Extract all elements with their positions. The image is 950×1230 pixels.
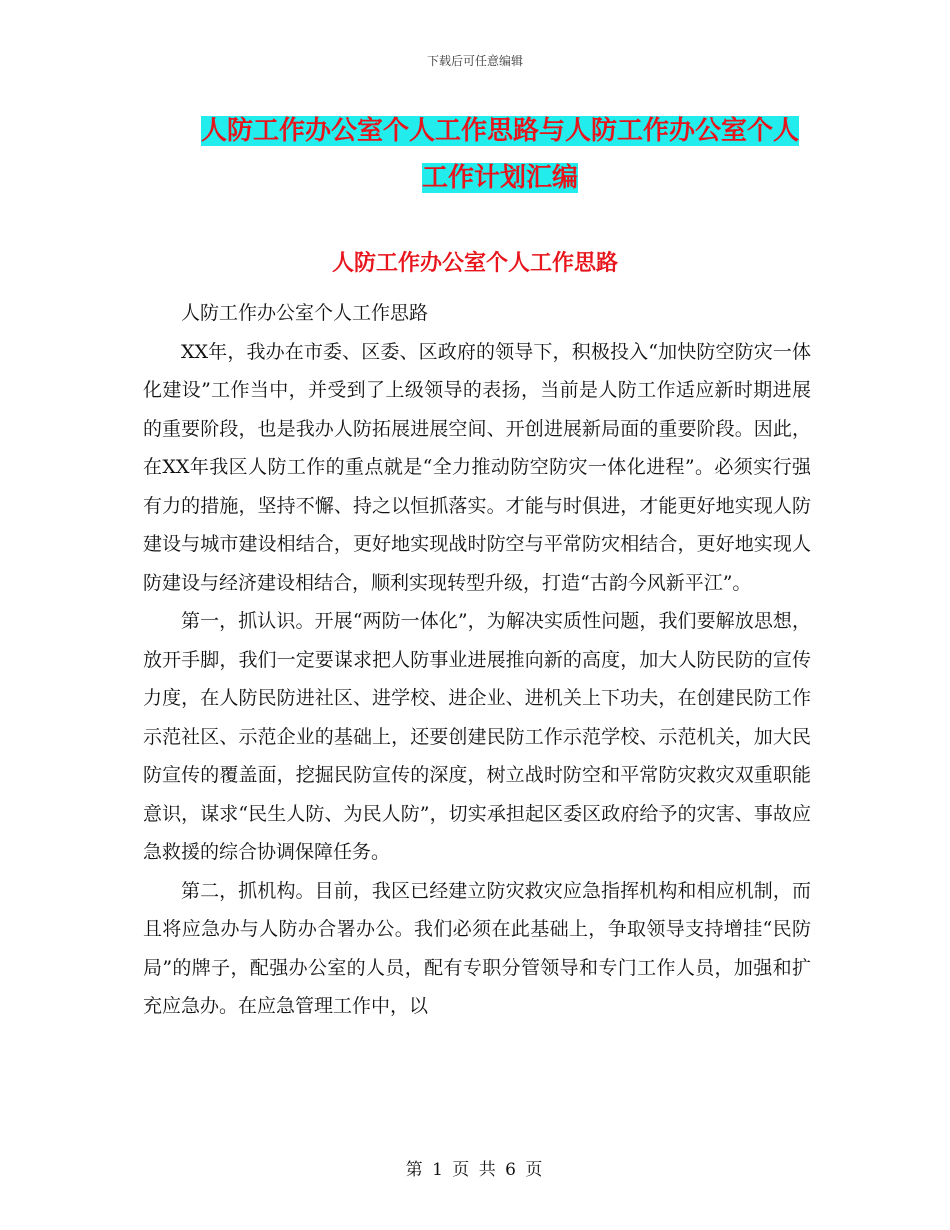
document-title xyxy=(190,108,810,202)
document-title-line-1: 人防工作办公室个人工作思路与人防工作办公室个人 xyxy=(200,116,799,146)
document-body xyxy=(143,294,811,1026)
paragraph: 第二，抓机构。目前，我区已经建立防灾救灾应急指挥机构和相应机制，而且将应急办与人防办合署办公。我们必须在此基础上，争取领导支持增挂“民防局”的牌子，配强办公室的人员，配有专职分管领导和专门工作人员，加强和扩充应急办。在应急管理工作中，以 xyxy=(143,879,811,1017)
paragraph: XX年，我办在市委、区委、区政府的领导下，积极投入“加快防空防灾一体化建设”工作当中，并受到了上级领导的表扬，当前是人防工作适应新时期进展的重要阶段，也是我办人防拓展进展空间、开创进展新局面的重要阶段。因此，在XX年我区人防工作的重点就是“全力推动防空防灾一体化进程”。必须实行强有力的措施，坚持不懈、持之以恒抓落实。才能与时俱进，才能更好地实现人防建设与城市建设相结合，更好地实现战时防空与平常防灾相结合，更好地实现人防建设与经济建设相结合，顺利实现转型升级，打造“古韵今风新平江”。 xyxy=(143,340,811,594)
document-title-line-2: 工作计划汇编 xyxy=(421,163,578,193)
section-heading: 人防工作办公室个人工作思路 xyxy=(331,250,618,276)
paragraph: 第一，抓认识。开展“两防一体化”，为解决实质性问题，我们要解放思想，放开手脚，我们一定要谋求把人防事业进展推向新的高度，加大人防民防的宣传力度，在人防民防进社区、进学校、进企业、进机关上下功夫，在创建民防工作示范社区、示范企业的基础上，还要创建民防工作示范学校、示范机关，加大民防宣传的覆盖面，挖掘民防宣传的深度，树立战时防空和平常防灾救灾双重职能意识，谋求“民生人防、为民人防”，切实承担起区委区政府给予的灾害、事故应急救援的综合协调保障任务。 xyxy=(143,610,811,863)
page-header-note: 下载后可任意编辑 xyxy=(426,54,523,68)
page-number-footer: 第 1 页 共 6 页 xyxy=(405,1160,545,1180)
paragraph: 人防工作办公室个人工作思路 xyxy=(181,302,429,324)
